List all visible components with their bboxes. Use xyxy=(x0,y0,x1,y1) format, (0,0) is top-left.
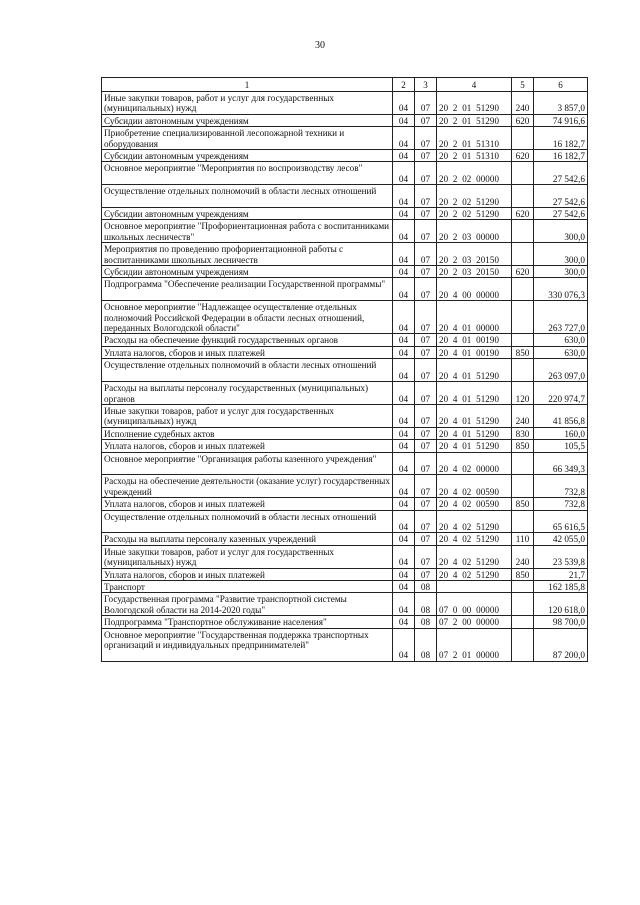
row-amount: 74 916,6 xyxy=(534,114,588,126)
row-expense-type xyxy=(512,628,534,661)
row-target-article: 20 4 01 00190 xyxy=(437,346,512,358)
row-expense-type xyxy=(512,580,534,592)
row-expense-type: 620 xyxy=(512,114,534,126)
row-amount: 120 618,0 xyxy=(534,593,588,616)
row-target-article: 20 2 02 51290 xyxy=(437,208,512,220)
row-section: 04 xyxy=(393,616,415,628)
row-section: 04 xyxy=(393,510,415,533)
row-target-article: 07 2 00 00000 xyxy=(437,616,512,628)
row-expense-type: 850 xyxy=(512,346,534,358)
row-target-article: 20 2 03 00000 xyxy=(437,220,512,243)
row-section: 04 xyxy=(393,92,415,115)
row-amount: 300,0 xyxy=(534,266,588,278)
row-name: Осуществление отдельных полномочий в области лесных отношений xyxy=(102,185,393,208)
table-row xyxy=(102,92,588,115)
row-amount: 21,7 xyxy=(534,568,588,580)
row-expense-type: 850 xyxy=(512,440,534,452)
row-expense-type xyxy=(512,220,534,243)
row-expense-type: 620 xyxy=(512,150,534,162)
row-name: Субсидии автономным учреждениям xyxy=(102,208,393,220)
row-name: Государственная программа "Развитие транспортной системы Вологодской области на 2014-2020 годы" xyxy=(102,593,393,616)
row-name: Уплата налогов, сборов и иных платежей xyxy=(102,440,393,452)
budget-table xyxy=(101,77,588,662)
row-name: Осуществление отдельных полномочий в области лесных отношений xyxy=(102,510,393,533)
row-expense-type xyxy=(512,243,534,266)
table-row xyxy=(102,334,588,346)
row-name: Исполнение судебных актов xyxy=(102,427,393,439)
row-subsection: 07 xyxy=(415,278,437,301)
header-col-5: 5 xyxy=(512,78,534,92)
row-target-article: 20 4 02 00590 xyxy=(437,475,512,498)
row-target-article: 20 2 01 51310 xyxy=(437,150,512,162)
table-row xyxy=(102,346,588,358)
row-subsection: 07 xyxy=(415,162,437,185)
table-row xyxy=(102,278,588,301)
table-row xyxy=(102,359,588,382)
row-target-article: 20 4 02 00590 xyxy=(437,498,512,510)
row-target-article: 20 4 02 51290 xyxy=(437,568,512,580)
row-name: Иные закупки товаров, работ и услуг для государственных (муниципальных) нужд xyxy=(102,92,393,115)
row-subsection: 07 xyxy=(415,92,437,115)
row-name: Расходы на обеспечение функций государственных органов xyxy=(102,334,393,346)
row-expense-type: 240 xyxy=(512,92,534,115)
row-name: Субсидии автономным учреждениям xyxy=(102,150,393,162)
row-section: 04 xyxy=(393,301,415,334)
table-row xyxy=(102,628,588,661)
row-amount: 263 097,0 xyxy=(534,359,588,382)
table-row xyxy=(102,533,588,545)
row-expense-type: 120 xyxy=(512,382,534,405)
table-row xyxy=(102,545,588,568)
row-subsection: 07 xyxy=(415,266,437,278)
row-section: 04 xyxy=(393,580,415,592)
row-expense-type: 830 xyxy=(512,427,534,439)
row-subsection: 07 xyxy=(415,208,437,220)
row-subsection: 07 xyxy=(415,404,437,427)
table-row xyxy=(102,301,588,334)
row-amount: 66 349,3 xyxy=(534,452,588,475)
row-target-article: 20 2 01 51290 xyxy=(437,114,512,126)
row-subsection: 07 xyxy=(415,568,437,580)
table-row xyxy=(102,510,588,533)
row-amount: 732,8 xyxy=(534,475,588,498)
table-row xyxy=(102,150,588,162)
row-amount: 65 616,5 xyxy=(534,510,588,533)
row-expense-type xyxy=(512,185,534,208)
table-row xyxy=(102,114,588,126)
row-section: 04 xyxy=(393,533,415,545)
row-name: Подпрограмма "Транспортное обслуживание населения" xyxy=(102,616,393,628)
row-section: 04 xyxy=(393,185,415,208)
header-col-1: 1 xyxy=(102,78,393,92)
row-section: 04 xyxy=(393,545,415,568)
row-subsection: 07 xyxy=(415,475,437,498)
table-row xyxy=(102,498,588,510)
row-name: Иные закупки товаров, работ и услуг для государственных (муниципальных) нужд xyxy=(102,404,393,427)
row-expense-type: 240 xyxy=(512,545,534,568)
row-section: 04 xyxy=(393,498,415,510)
row-expense-type xyxy=(512,162,534,185)
row-amount: 27 542,6 xyxy=(534,185,588,208)
row-amount: 16 182,7 xyxy=(534,127,588,150)
row-amount: 330 076,3 xyxy=(534,278,588,301)
row-expense-type xyxy=(512,334,534,346)
row-subsection: 07 xyxy=(415,533,437,545)
row-subsection: 08 xyxy=(415,593,437,616)
row-section: 04 xyxy=(393,266,415,278)
table-row xyxy=(102,185,588,208)
row-section: 04 xyxy=(393,162,415,185)
row-amount: 732,8 xyxy=(534,498,588,510)
row-section: 04 xyxy=(393,278,415,301)
header-col-2: 2 xyxy=(393,78,415,92)
row-target-article xyxy=(437,580,512,592)
row-name: Основное мероприятие "Организация работы казенного учреждения" xyxy=(102,452,393,475)
table-row xyxy=(102,616,588,628)
table-row xyxy=(102,568,588,580)
row-name: Основное мероприятие "Государственная поддержка транспортных организаций и индивидуальных предпринимателей" xyxy=(102,628,393,661)
row-subsection: 07 xyxy=(415,545,437,568)
row-target-article: 20 4 01 51290 xyxy=(437,382,512,405)
row-target-article: 20 4 01 51290 xyxy=(437,404,512,427)
row-expense-type: 240 xyxy=(512,404,534,427)
row-target-article: 20 2 01 51310 xyxy=(437,127,512,150)
row-name: Подпрограмма "Обеспечение реализации Государственной программы" xyxy=(102,278,393,301)
row-section: 04 xyxy=(393,382,415,405)
row-subsection: 07 xyxy=(415,220,437,243)
row-subsection: 07 xyxy=(415,334,437,346)
row-amount: 23 539,8 xyxy=(534,545,588,568)
row-name: Субсидии автономным учреждениям xyxy=(102,114,393,126)
row-subsection: 08 xyxy=(415,616,437,628)
row-section: 04 xyxy=(393,346,415,358)
table-row xyxy=(102,382,588,405)
row-target-article: 20 4 01 51290 xyxy=(437,440,512,452)
row-subsection: 07 xyxy=(415,114,437,126)
row-name: Осуществление отдельных полномочий в области лесных отношений xyxy=(102,359,393,382)
row-target-article: 07 2 01 00000 xyxy=(437,628,512,661)
row-name: Расходы на выплаты персоналу казенных учреждений xyxy=(102,533,393,545)
row-subsection: 07 xyxy=(415,440,437,452)
row-name: Основное мероприятие "Мероприятия по воспроизводству лесов" xyxy=(102,162,393,185)
row-subsection: 07 xyxy=(415,510,437,533)
header-col-4: 4 xyxy=(437,78,512,92)
row-amount: 630,0 xyxy=(534,346,588,358)
row-section: 04 xyxy=(393,440,415,452)
row-target-article: 20 4 01 51290 xyxy=(437,427,512,439)
table-row xyxy=(102,243,588,266)
row-expense-type: 110 xyxy=(512,533,534,545)
row-amount: 42 055,0 xyxy=(534,533,588,545)
row-section: 04 xyxy=(393,452,415,475)
row-target-article: 20 4 01 51290 xyxy=(437,359,512,382)
row-expense-type: 620 xyxy=(512,266,534,278)
row-expense-type: 850 xyxy=(512,498,534,510)
row-name: Основное мероприятие "Надлежащее осуществление отдельных полномочий Российской Федерации в области лесных отношений, переданных Вологодской области" xyxy=(102,301,393,334)
row-section: 04 xyxy=(393,427,415,439)
row-target-article: 20 4 02 51290 xyxy=(437,510,512,533)
row-amount: 16 182,7 xyxy=(534,150,588,162)
row-expense-type xyxy=(512,278,534,301)
row-subsection: 07 xyxy=(415,127,437,150)
row-amount: 98 700,0 xyxy=(534,616,588,628)
row-section: 04 xyxy=(393,628,415,661)
row-name: Уплата налогов, сборов и иных платежей xyxy=(102,568,393,580)
row-amount: 87 200,0 xyxy=(534,628,588,661)
row-expense-type xyxy=(512,475,534,498)
row-subsection: 07 xyxy=(415,301,437,334)
row-expense-type xyxy=(512,616,534,628)
row-amount: 3 857,0 xyxy=(534,92,588,115)
row-amount: 160,0 xyxy=(534,427,588,439)
table-header-row xyxy=(102,78,588,92)
row-section: 04 xyxy=(393,359,415,382)
table-row xyxy=(102,580,588,592)
table-row xyxy=(102,593,588,616)
row-section: 04 xyxy=(393,150,415,162)
row-section: 04 xyxy=(393,243,415,266)
row-expense-type xyxy=(512,452,534,475)
row-name: Расходы на обеспечение деятельности (оказание услуг) государственных учреждений xyxy=(102,475,393,498)
row-subsection: 07 xyxy=(415,498,437,510)
row-section: 04 xyxy=(393,114,415,126)
row-amount: 300,0 xyxy=(534,243,588,266)
table-body xyxy=(102,92,588,662)
row-target-article: 20 4 01 00000 xyxy=(437,301,512,334)
row-expense-type: 850 xyxy=(512,568,534,580)
table-row xyxy=(102,427,588,439)
row-amount: 263 727,0 xyxy=(534,301,588,334)
row-section: 04 xyxy=(393,593,415,616)
row-amount: 27 542,6 xyxy=(534,162,588,185)
table-row xyxy=(102,266,588,278)
row-section: 04 xyxy=(393,334,415,346)
row-amount: 630,0 xyxy=(534,334,588,346)
row-target-article: 20 4 02 51290 xyxy=(437,533,512,545)
row-name: Уплата налогов, сборов и иных платежей xyxy=(102,346,393,358)
row-name: Мероприятия по проведению профориентационной работы с воспитанниками школьных лесничеств xyxy=(102,243,393,266)
table-row xyxy=(102,475,588,498)
row-expense-type xyxy=(512,301,534,334)
row-section: 04 xyxy=(393,220,415,243)
row-expense-type xyxy=(512,510,534,533)
row-subsection: 08 xyxy=(415,580,437,592)
row-expense-type xyxy=(512,359,534,382)
row-amount: 27 542,6 xyxy=(534,208,588,220)
table-row xyxy=(102,162,588,185)
row-name: Иные закупки товаров, работ и услуг для государственных (муниципальных) нужд xyxy=(102,545,393,568)
table-row xyxy=(102,127,588,150)
row-target-article: 20 4 00 00000 xyxy=(437,278,512,301)
header-col-6: 6 xyxy=(534,78,588,92)
table-row xyxy=(102,440,588,452)
row-name: Уплата налогов, сборов и иных платежей xyxy=(102,498,393,510)
row-target-article: 07 0 00 00000 xyxy=(437,593,512,616)
row-subsection: 07 xyxy=(415,427,437,439)
row-expense-type xyxy=(512,593,534,616)
row-name: Транспорт xyxy=(102,580,393,592)
row-target-article: 20 4 02 00000 xyxy=(437,452,512,475)
row-amount: 300,0 xyxy=(534,220,588,243)
row-subsection: 07 xyxy=(415,382,437,405)
row-subsection: 07 xyxy=(415,185,437,208)
row-subsection: 07 xyxy=(415,359,437,382)
row-name: Расходы на выплаты персоналу государственных (муниципальных) органов xyxy=(102,382,393,405)
table-row xyxy=(102,220,588,243)
row-target-article: 20 2 02 00000 xyxy=(437,162,512,185)
row-section: 04 xyxy=(393,475,415,498)
row-target-article: 20 2 03 20150 xyxy=(437,266,512,278)
table-row xyxy=(102,452,588,475)
row-subsection: 08 xyxy=(415,628,437,661)
row-target-article: 20 4 01 00190 xyxy=(437,334,512,346)
row-amount: 162 185,8 xyxy=(534,580,588,592)
table-row xyxy=(102,208,588,220)
row-target-article: 20 2 02 51290 xyxy=(437,185,512,208)
row-section: 04 xyxy=(393,404,415,427)
row-amount: 41 856,8 xyxy=(534,404,588,427)
row-name: Основное мероприятие "Профориентационная работа с воспитанниками школьных лесничеств" xyxy=(102,220,393,243)
table-row xyxy=(102,404,588,427)
row-section: 04 xyxy=(393,568,415,580)
row-target-article: 20 2 01 51290 xyxy=(437,92,512,115)
row-subsection: 07 xyxy=(415,243,437,266)
row-subsection: 07 xyxy=(415,346,437,358)
row-expense-type: 620 xyxy=(512,208,534,220)
row-section: 04 xyxy=(393,127,415,150)
page-number: 30 xyxy=(315,40,325,51)
row-section: 04 xyxy=(393,208,415,220)
row-amount: 220 974,7 xyxy=(534,382,588,405)
header-col-3: 3 xyxy=(415,78,437,92)
row-target-article: 20 2 03 20150 xyxy=(437,243,512,266)
row-amount: 105,5 xyxy=(534,440,588,452)
row-name: Субсидии автономным учреждениям xyxy=(102,266,393,278)
row-subsection: 07 xyxy=(415,452,437,475)
row-subsection: 07 xyxy=(415,150,437,162)
row-name: Приобретение специализированной лесопожарной техники и оборудования xyxy=(102,127,393,150)
row-target-article: 20 4 02 51290 xyxy=(437,545,512,568)
row-expense-type xyxy=(512,127,534,150)
